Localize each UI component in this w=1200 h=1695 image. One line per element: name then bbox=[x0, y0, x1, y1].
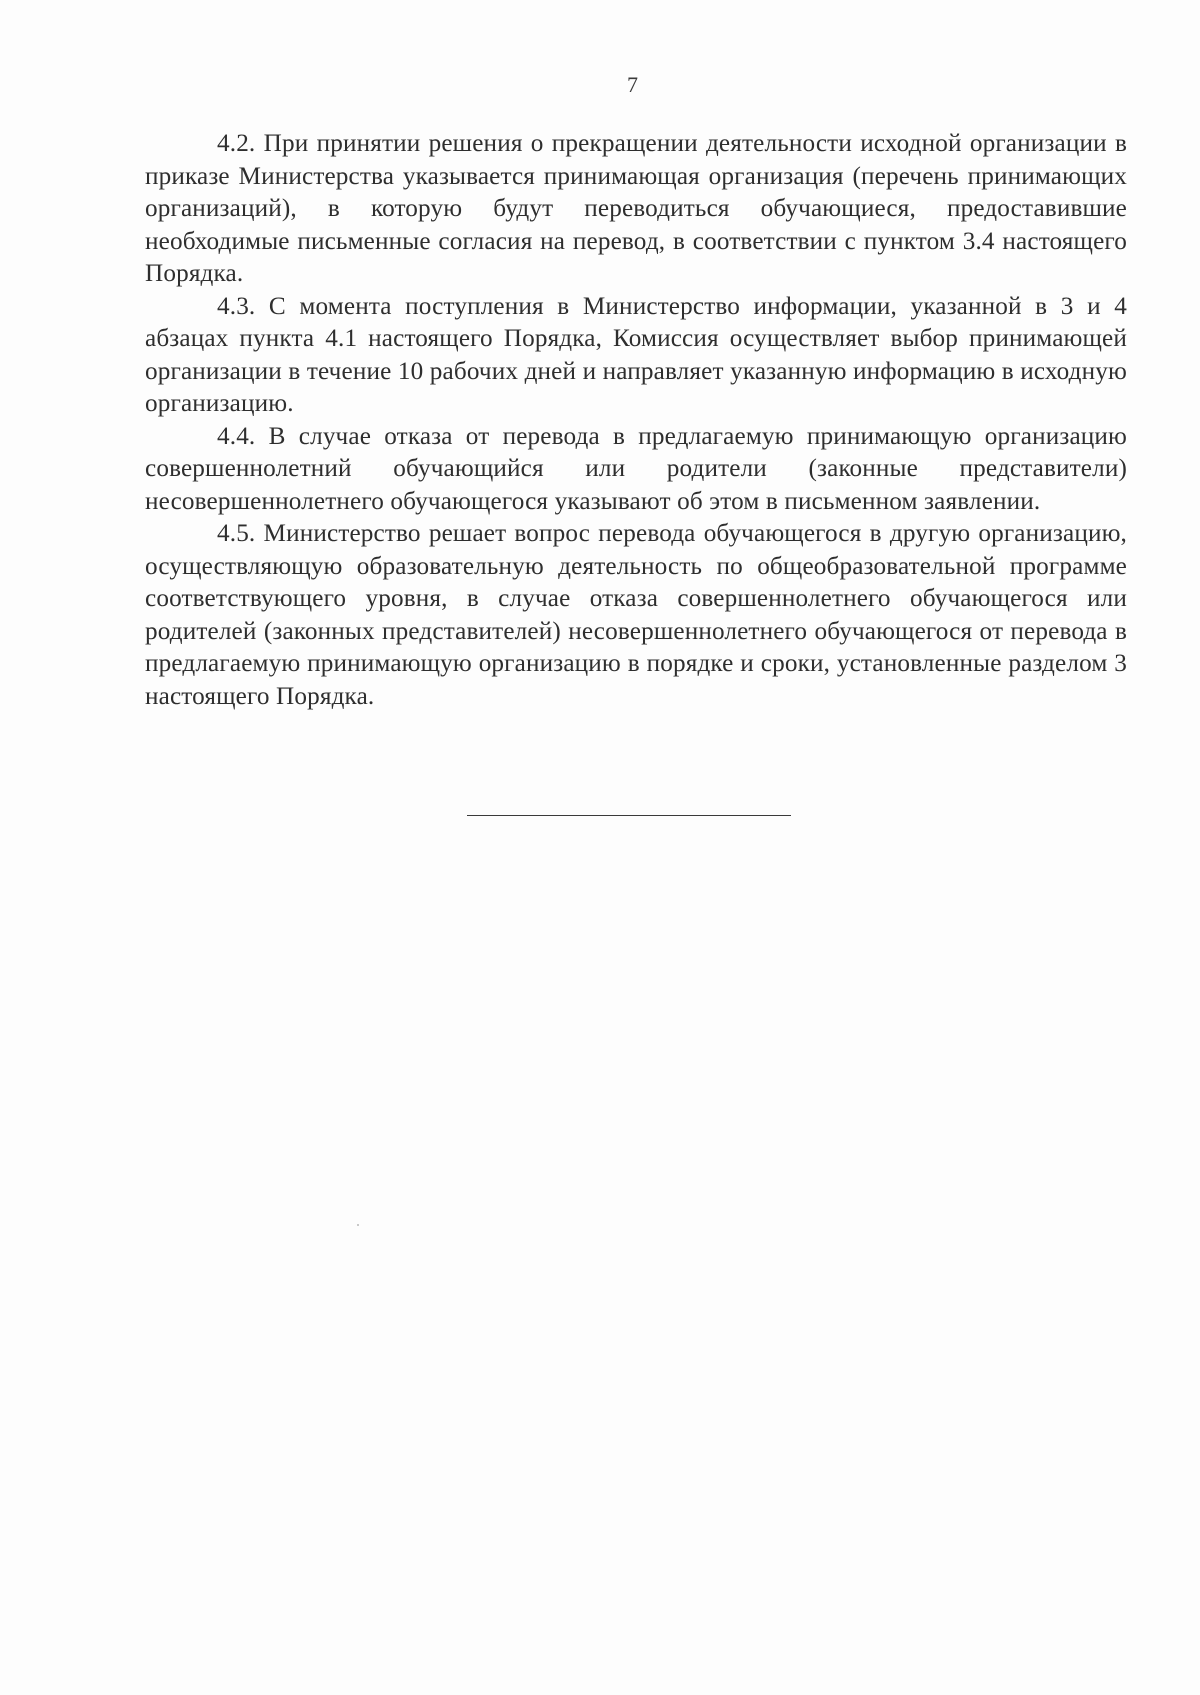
paragraph-4-5: 4.5. Министерство решает вопрос перевода обучающегося в другую организацию, осуществляющую образовательную деятельность по общеобразовательной программе соответствующего уровня, в случае отказа совершеннолетнего обучающегося или родителей (законных представителей) несовершеннолетнего обучающегося от перевода в предлагаемую принимающую организацию в порядке и сроки, установленные разделом 3 настоящего Порядка. bbox=[145, 520, 1127, 710]
document-body bbox=[145, 128, 1127, 713]
paragraph-4-4: 4.4. В случае отказа от перевода в предлагаемую принимающую организацию совершеннолетний обучающийся или родители (законные представители) несовершеннолетнего обучающегося указывают об этом в письменном заявлении. bbox=[145, 422, 1127, 515]
closing-divider-line bbox=[467, 815, 791, 816]
page-number: 7 bbox=[627, 72, 638, 97]
scan-speck bbox=[357, 1224, 359, 1226]
paragraph-4-3: 4.3. С момента поступления в Министерство информации, указанной в 3 и 4 абзацах пункта 4.1 настоящего Порядка, Комиссия осуществляет выбор принимающей организации в течение 10 рабочих дней и направляет указанную информацию в исходную организацию. bbox=[145, 292, 1127, 417]
paragraph-4-2: 4.2. При принятии решения о прекращении деятельности исходной организации в приказе Министерства указывается принимающая организация (перечень принимающих организаций), в которую будут переводиться обучающиеся, предоставившие необходимые письменные согласия на перевод, в соответствии с пунктом 3.4 настоящего Порядка. bbox=[145, 130, 1127, 287]
